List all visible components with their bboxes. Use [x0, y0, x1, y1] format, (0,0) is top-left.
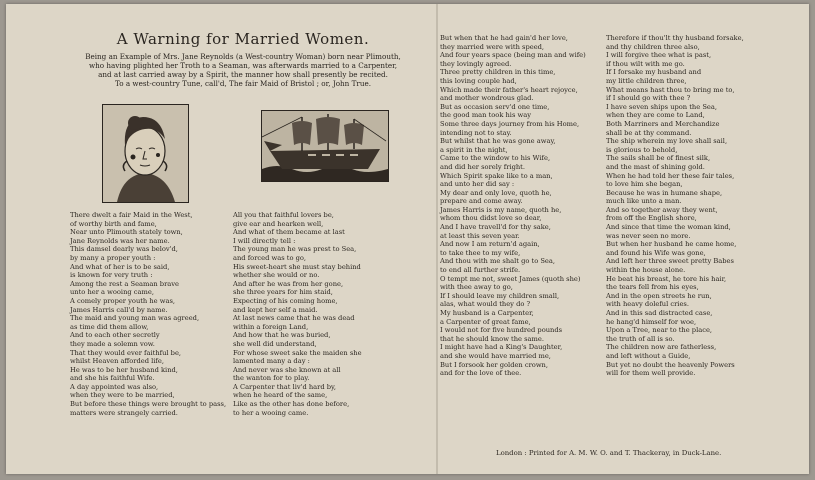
verse-line: Therefore if thou'lt thy husband forsake, — [606, 34, 744, 42]
verse-line: when they are come to Land, — [606, 111, 705, 120]
verse-line: and left without a Guide, — [606, 351, 691, 360]
verse-line: if I should go with thee ? — [606, 94, 691, 103]
verse-line: And after he was from her gone, — [233, 279, 344, 288]
verse-line: and for the love of thee. — [440, 369, 522, 378]
printer-imprint: London : Printed for A. M. W. O. and T. Thackeray, in Duck-Lane. — [496, 449, 722, 457]
verse-line: My husband is a Carpenter, — [440, 309, 534, 317]
broadside-sheet — [6, 4, 809, 474]
verse-line: And what of them became at last — [233, 228, 345, 237]
verse-line: to her a wooing came. — [233, 408, 309, 417]
verse-line: when they were to be married, — [70, 391, 175, 400]
verse-line: But when her husband he came home, — [606, 240, 737, 249]
subtitle-line: and at last carried away by a Spirit, the manner how shall presently be recited. — [98, 70, 388, 79]
verse-line: and unto her did say : — [440, 180, 515, 189]
verse-line: by many a proper youth : — [70, 253, 156, 262]
verse-line: The children now are fatherless, — [606, 343, 717, 352]
verse-line: And left her three sweet pretty Babes — [606, 257, 734, 266]
verse-line: matters were strangely carried. — [70, 408, 178, 417]
verse-line: to take thee to my wife, — [440, 248, 521, 257]
verse-line: Because he was in humane shape, — [606, 188, 723, 197]
tune-line: To a west-country Tune, call'd, The fair Maid of Bristol ; or, John True. — [115, 79, 371, 88]
verse-line: whom thou didst love so dear, — [440, 214, 542, 223]
ballad-column-3 — [440, 34, 586, 378]
verse-line: when he heard of the same, — [233, 391, 328, 400]
verse-line: And four years space (being man and wife) — [440, 51, 586, 60]
verse-line: And what of her is to be said, — [70, 262, 170, 271]
verse-line: And thou with me shalt go to Sea, — [440, 257, 556, 266]
verse-line: Both Marriners and Merchandize — [606, 119, 720, 128]
verse-line: Like as the other has done before, — [233, 400, 350, 409]
verse-line: the truth of all is so. — [606, 334, 675, 343]
verse-line: if thou wilt with me go. — [606, 59, 685, 68]
verse-line: a Carpenter of great fame, — [440, 317, 531, 326]
verse-line: to love him she began, — [606, 180, 683, 189]
verse-line: When he had told her these fair tales, — [606, 171, 735, 180]
verse-line: What means hast thou to bring me to, — [606, 85, 735, 94]
verse-line: alas, what would they do ? — [440, 300, 531, 309]
woman-portrait-icon — [103, 105, 188, 202]
verse-line: and thy children three also, — [606, 42, 700, 51]
woman-woodcut — [102, 104, 189, 203]
ship-woodcut — [261, 110, 389, 182]
verse-line: The ship wherein my love shall sail, — [606, 137, 728, 146]
ballad-title: A Warning for Married Women. — [116, 30, 370, 48]
verse-line: whilst Heaven afforded life, — [70, 357, 164, 366]
verse-line: Which made their father's heart rejoyce, — [440, 85, 578, 94]
verse-line: Three pretty children in this time, — [440, 68, 556, 77]
ballad-column-2 — [233, 211, 362, 417]
verse-line: A day appointed was also, — [70, 382, 159, 391]
verse-line: The sails shall be of finest silk, — [606, 154, 711, 163]
verse-line: and she would have married me, — [440, 351, 551, 360]
verse-line: lamented many a day : — [233, 357, 310, 366]
verse-line: from off the English shore, — [606, 214, 697, 223]
verse-line: And so together away they went, — [606, 205, 718, 214]
verse-line: If I should leave my children small, — [440, 291, 560, 300]
verse-line: My dear and only love, quoth he, — [440, 188, 552, 197]
verse-line: and found his Wife was gone, — [606, 248, 706, 257]
ballad-header — [54, 30, 432, 88]
subtitle-line: Being an Example of Mrs. Jane Reynolds (a West-country Woman) born near Plimouth, — [85, 52, 401, 61]
verse-line: she well did understand, — [233, 339, 317, 348]
verse-line: Upon a Tree, near to the place, — [606, 326, 713, 335]
verse-line: as time did them allow, — [70, 322, 149, 331]
verse-line: they made a solemn vow. — [70, 339, 155, 348]
sailing-ship-icon — [262, 111, 388, 181]
verse-line: I might have had a King's Daughter, — [440, 343, 563, 352]
verse-line: a spirit in the night, — [440, 145, 508, 154]
verse-line: with heavy doleful cries. — [606, 300, 689, 309]
verse-line: Among the rest a Seaman brave — [70, 279, 179, 288]
verse-line: he hang'd himself for woe, — [606, 317, 697, 326]
verse-line: But before these things were brought to pass, — [70, 400, 227, 409]
verse-line: And now I am return'd again, — [440, 240, 540, 249]
verse-line: with thee away to go, — [440, 283, 513, 292]
verse-line: and forced was to go, — [233, 253, 307, 262]
verse-line: the good man took his way — [440, 111, 531, 120]
verse-line: All you that faithful lovers be, — [233, 211, 334, 219]
verse-line: and she his faithful Wife. — [70, 374, 155, 383]
verse-line: He beat his breast, he tore his hair, — [606, 274, 727, 283]
verse-line: that he should know the same. — [440, 334, 544, 343]
verse-line: whether she would or no. — [233, 271, 320, 280]
subtitle-line: who having plighted her Troth to a Seaman, was afterwards married to a Carpenter, — [88, 61, 398, 70]
verse-line: And to each other secretly — [70, 331, 160, 340]
verse-line: shall be at thy command. — [606, 128, 692, 137]
verse-line: O tempt me not, sweet James (quoth she) — [440, 274, 581, 283]
verse-line: And in the open streets he run, — [606, 291, 712, 300]
verse-line: intending not to stay. — [440, 128, 512, 137]
verse-line: But whilst that he was gone away, — [440, 137, 556, 146]
verse-line: James Harris call'd by name. — [70, 305, 168, 314]
verse-line: I have seven ships upon the Sea, — [606, 102, 717, 111]
verse-line: And I have travell'd for thy sake, — [440, 223, 551, 232]
verse-line: And since that time the woman kind, — [606, 223, 731, 232]
verse-line: was never seen no more. — [606, 231, 691, 240]
verse-line: A comely proper youth he was, — [70, 296, 176, 305]
ballad-subtitle — [54, 52, 432, 79]
verse-line: Near unto Plimouth stately town, — [70, 228, 183, 237]
verse-line: But when that he had gain'd her love, — [440, 34, 568, 42]
verse-line: I would not for five hundred pounds — [440, 326, 563, 335]
ballad-column-1 — [70, 211, 226, 417]
verse-line: He was to be her husband kind, — [70, 365, 178, 374]
verse-line: they married were with speed, — [440, 42, 545, 51]
verse-line: But yet no doubt the heavenly Powers — [606, 360, 735, 369]
verse-line: I will directly tell : — [233, 236, 296, 245]
verse-line: within a foreign Land, — [233, 322, 309, 331]
verse-line: At last news came that he was dead — [233, 314, 355, 323]
verse-line: That they would ever faithful be, — [70, 348, 182, 357]
verse-line: prepare and come away. — [440, 197, 523, 206]
verse-line: of worthy birth and fame, — [70, 219, 157, 228]
verse-line: The young man he was prest to Sea, — [233, 245, 357, 254]
verse-line: There dwelt a fair Maid in the West, — [70, 211, 193, 219]
verse-line: and the mast of shining gold. — [606, 162, 705, 171]
verse-line: Some three days journey from his Home, — [440, 119, 580, 128]
verse-line: is glorious to behold, — [606, 145, 678, 154]
verse-line: For whose sweet sake the maiden she — [233, 348, 362, 357]
verse-line: But I forsook her golden crown, — [440, 360, 548, 369]
verse-line: The maid and young man was agreed, — [70, 314, 200, 323]
verse-line: His sweet-heart she must stay behind — [233, 262, 361, 271]
verse-line: A Carpenter that liv'd hard by, — [233, 382, 337, 391]
verse-line: give ear and hearken well, — [233, 219, 324, 228]
verse-line: the wanton for to play. — [233, 374, 310, 383]
verse-line: James Harris is my name, quoth he, — [440, 205, 562, 214]
verse-line: and kept her self a maid. — [233, 305, 318, 314]
center-fold — [436, 4, 438, 474]
verse-line: my little children three, — [606, 76, 687, 85]
verse-line: they lovingly agreed. — [440, 59, 512, 68]
verse-line: much like unto a man. — [606, 197, 682, 206]
verse-line: unto her a wooing came, — [70, 288, 154, 297]
verse-line: But as occasion serv'd one time, — [440, 102, 550, 111]
verse-line: This damsel dearly was belov'd, — [70, 245, 178, 254]
verse-line: will for them well provide. — [606, 369, 696, 378]
verse-line: is known for very truth : — [70, 271, 153, 280]
verse-line: she three years for him staid, — [233, 288, 333, 297]
verse-line: within the house alone. — [606, 266, 686, 275]
verse-line: And how that he was buried, — [233, 331, 331, 340]
verse-line: Which Spirit spake like to a man, — [440, 171, 553, 180]
verse-line: the tears fell from his eyes, — [606, 283, 699, 292]
verse-line: to end all further strife. — [440, 266, 521, 275]
verse-line: and mother wondrous glad. — [440, 94, 534, 103]
ballad-column-4 — [606, 34, 744, 378]
verse-line: this loving couple had, — [440, 76, 517, 85]
verse-line: and did her sorely fright. — [440, 162, 525, 171]
verse-line: I will forgive thee what is past, — [606, 51, 712, 60]
verse-line: Jane Reynolds was her name. — [70, 236, 170, 245]
verse-line: Expecting of his coming home, — [233, 296, 338, 305]
verse-line: If I forsake my husband and — [606, 68, 702, 77]
verse-line: at least this seven year. — [440, 231, 520, 240]
verse-line: And in this sad distracted case, — [606, 309, 713, 317]
verse-line: Came to the window to his Wife, — [440, 154, 551, 163]
verse-line: And never was she known at all — [233, 365, 341, 374]
